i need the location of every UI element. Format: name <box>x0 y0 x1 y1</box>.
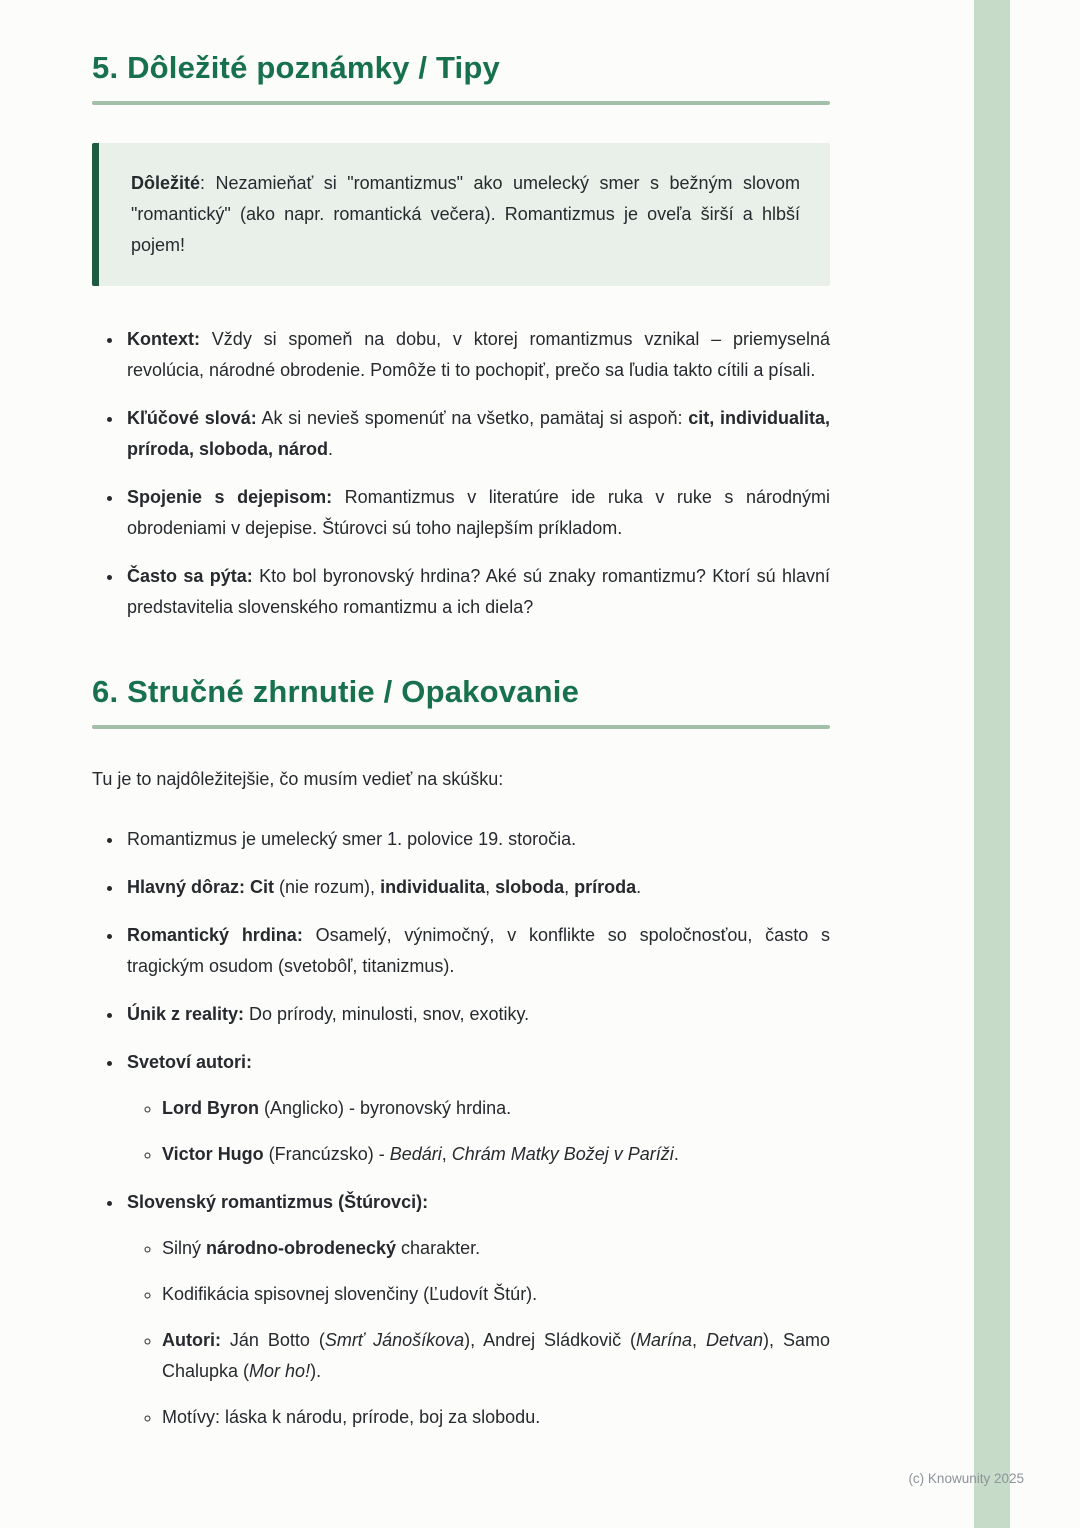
world-authors-sublist <box>127 1093 830 1170</box>
sub-item-motivy: ◦ Motívy: láska k národu, prírode, boj za slobodu. <box>162 1402 830 1433</box>
section-5-rule <box>92 101 830 105</box>
sub-item-charakter: ◦ Silný národno-obrodenecký charakter. <box>162 1233 830 1264</box>
sub-item-hugo: ◦ Victor Hugo (Francúzsko) - Bedári, Chrám Matky Božej v Paríži. <box>162 1139 830 1170</box>
right-accent-stripe <box>974 0 1010 1528</box>
summary-item-svetovi-autori <box>124 1047 830 1170</box>
section-important-notes <box>92 50 830 622</box>
important-callout <box>92 143 830 286</box>
tips-list <box>92 324 830 623</box>
summary-item-definicia: • Romantizmus je umelecký smer 1. polovice 19. storočia. <box>124 824 830 855</box>
sub-item-autori: ◦ Autori: Ján Botto (Smrť Jánošíkova), Andrej Sládkovič (Marína, Detvan), Samo Chalupka (Mor ho!). <box>162 1325 830 1387</box>
tip-item-casto-sa-pyta: • Často sa pýta: Kto bol byronovský hrdina? Aké sú znaky romantizmu? Ktorí sú hlavní predstavitelia slovenského romantizmu a ich diela? <box>124 561 830 623</box>
section-summary <box>92 674 830 1432</box>
section-6-title: 6. Stručné zhrnutie / Opakovanie <box>92 674 580 710</box>
tip-item-kontext: • Kontext: Vždy si spomeň na dobu, v ktorej romantizmus vznikal – priemyselná revolúcia, národné obrodenie. Pomôže ti to pochopiť, prečo sa ľudia takto cítili a písali. <box>124 324 830 386</box>
sub-item-kodifikacia: ◦ Kodifikácia spisovnej slovenčiny (Ľudovít Štúr). <box>162 1279 830 1310</box>
section-6-rule <box>92 725 830 729</box>
tip-item-dejepis: • Spojenie s dejepisom: Romantizmus v literatúre ide ruka v ruke s národnými obrodeniami v dejepise. Štúrovci sú toho najlepším príkladom. <box>124 482 830 544</box>
callout-text: Dôležité: Nezamieňať si "romantizmus" ako umelecký smer s bežným slovom "romantický" (ako napr. romantická večera). Romantizmus je oveľa širší a hlbší pojem! <box>131 173 800 255</box>
summary-item-hrdina: • Romantický hrdina: Osamelý, výnimočný, v konflikte so spoločnosťou, často s tragickým osudom (svetobôľ, titanizmus). <box>124 920 830 982</box>
summary-item-slovensky-romantizmus <box>124 1187 830 1433</box>
summary-item-label: Svetoví autori: <box>127 1052 253 1073</box>
slovak-romanticism-sublist <box>127 1233 830 1433</box>
sub-item-byron: ◦ Lord Byron (Anglicko) - byronovský hrdina. <box>162 1093 830 1124</box>
footer-credit: (c) Knowunity 2025 <box>908 1471 1024 1486</box>
summary-item-label: Slovenský romantizmus (Štúrovci): <box>127 1191 429 1212</box>
summary-intro: Tu je to najdôležitejšie, čo musím vedieť na skúšku: <box>92 769 504 790</box>
summary-item-unik: • Únik z reality: Do prírody, minulosti, snov, exotiky. <box>124 999 830 1030</box>
notes-content <box>92 0 830 1433</box>
summary-item-doraz: • Hlavný dôraz: Cit (nie rozum), individualita, sloboda, príroda. <box>124 872 830 903</box>
summary-list <box>92 824 830 1432</box>
tip-item-klucove-slova: • Kľúčové slová: Ak si nevieš spomenúť na všetko, pamätaj si aspoň: cit, individualita, príroda, sloboda, národ. <box>124 403 830 465</box>
section-5-title: 5. Dôležité poznámky / Tipy <box>92 50 500 85</box>
